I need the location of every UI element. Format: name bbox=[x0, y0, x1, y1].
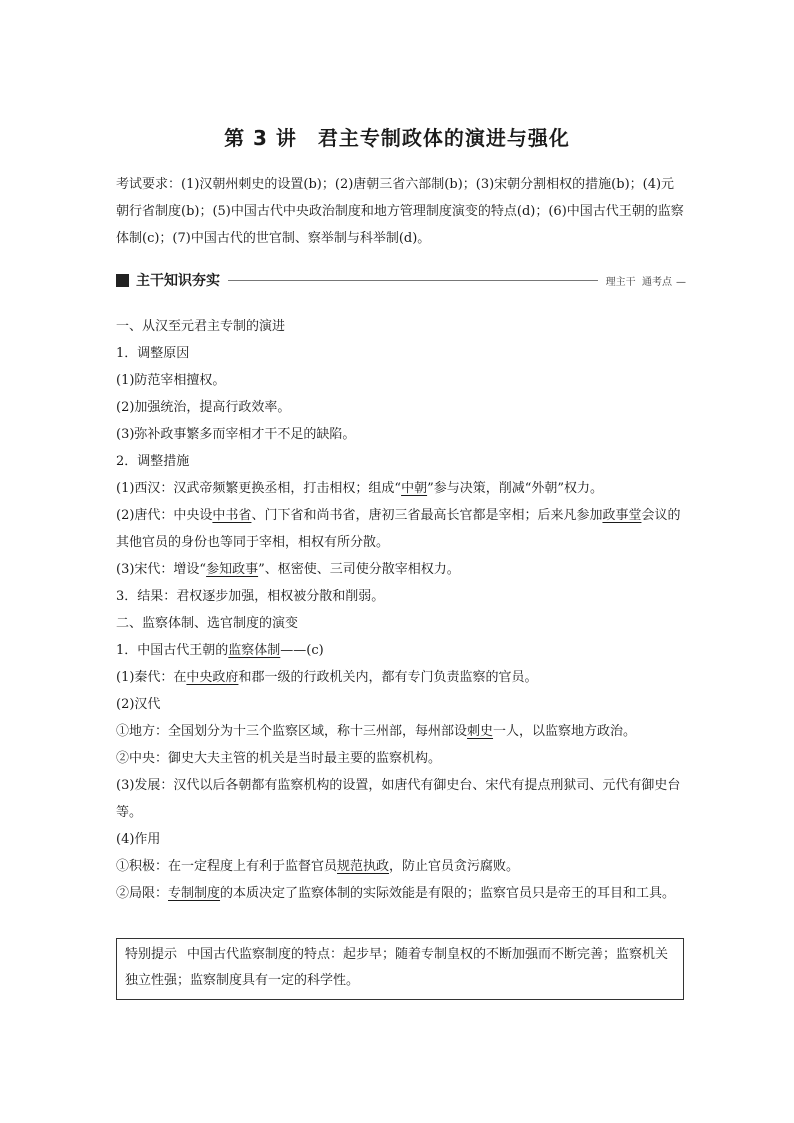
section-divider bbox=[228, 280, 598, 281]
underlined-term: 刺史 bbox=[467, 724, 494, 739]
section-title: 主干知识夯实 bbox=[136, 273, 220, 289]
heading-2: 二、监察体制、选官制度的演变 bbox=[116, 616, 299, 631]
main-content bbox=[116, 313, 686, 907]
text-span: (1)秦代：在 bbox=[116, 670, 187, 685]
list-item bbox=[116, 475, 686, 502]
text-span: (1)西汉：汉武帝频繁更换丞相，打击相权；组成“ bbox=[116, 481, 402, 496]
text-span: 1．中国古代王朝的 bbox=[116, 643, 229, 658]
text-span: ”、枢密使、三司使分散宰相权力。 bbox=[258, 562, 460, 577]
list-item: (3)弥补政事繁多而宰相才干不足的缺陷。 bbox=[116, 427, 356, 442]
note-label: 特别提示 bbox=[125, 947, 178, 962]
list-item bbox=[116, 718, 686, 745]
text-span: ——(c) bbox=[280, 643, 324, 658]
subheading: 2．调整措施 bbox=[116, 454, 190, 469]
section-header bbox=[116, 270, 686, 290]
text-span: 会议的其他官员的身份也等同于宰相，相权有所分散。 bbox=[116, 508, 681, 550]
list-item: (3)发展：汉代以后各朝都有监察机构的设置，如唐代有御史台、宋代有提点刑狱司、元代有御史台等。 bbox=[116, 778, 681, 820]
list-item bbox=[116, 853, 686, 880]
subheading: 1．调整原因 bbox=[116, 346, 190, 361]
text-span: ②局限： bbox=[116, 886, 169, 901]
text-span: 、门下省和尚书省，唐初三省最高长官都是宰相；后来凡参加 bbox=[251, 508, 603, 523]
special-note-box bbox=[116, 938, 684, 1000]
list-item: (2)汉代 bbox=[116, 697, 161, 712]
square-bullet-icon bbox=[116, 274, 129, 287]
list-item bbox=[116, 502, 686, 556]
underlined-term: 规范执政 bbox=[337, 859, 390, 874]
subheading: 3．结果：君权逐步加强，相权被分散和削弱。 bbox=[116, 589, 385, 604]
text-span: (2)唐代：中央设 bbox=[116, 508, 213, 523]
list-item bbox=[116, 880, 686, 907]
list-item bbox=[116, 556, 686, 583]
list-item: (2)加强统治，提高行政效率。 bbox=[116, 400, 291, 415]
text-span: 和郡一级的行政机关内，都有专门负责监察的官员。 bbox=[238, 670, 538, 685]
text-span: ”参与决策，削减“外朝”权力。 bbox=[427, 481, 604, 496]
page-title: 第 3 讲 君主专制政体的演进与强化 bbox=[224, 126, 570, 150]
heading-1: 一、从汉至元君主专制的演进 bbox=[116, 319, 286, 334]
underlined-term: 监察体制 bbox=[228, 643, 281, 658]
underlined-term: 中央政府 bbox=[186, 670, 239, 685]
section-dash: — bbox=[676, 276, 686, 288]
list-item bbox=[116, 664, 686, 691]
underlined-term: 中书省 bbox=[212, 508, 252, 523]
list-item: (1)防范宰相擅权。 bbox=[116, 373, 226, 388]
note-text: 中国古代监察制度的特点：起步早；随着专制皇权的不断加强而不断完善；监察机关独立性强；监察制度具有一定的科学性。 bbox=[125, 947, 669, 988]
special-note bbox=[125, 942, 675, 994]
underlined-term: 专制制度 bbox=[168, 886, 221, 901]
underlined-term: 参知政事 bbox=[206, 562, 259, 577]
text-span: ①地方：全国划分为十三个监察区域，称十三州部，每州部设 bbox=[116, 724, 468, 739]
subheading bbox=[116, 637, 686, 664]
underlined-term: 政事堂 bbox=[602, 508, 642, 523]
underlined-term: 中朝 bbox=[401, 481, 428, 496]
text-span: (3)宋代：增设“ bbox=[116, 562, 207, 577]
section-subtitle bbox=[606, 273, 686, 288]
list-item: ②中央：御史大夫主管的机关是当时最主要的监察机构。 bbox=[116, 751, 442, 766]
list-item: (4)作用 bbox=[116, 832, 161, 847]
text-span: 的本质决定了监察体制的实际效能是有限的；监察官员只是帝王的耳目和工具。 bbox=[220, 886, 676, 901]
exam-requirements: 考试要求：(1)汉朝州刺史的设置(b)；(2)唐朝三省六部制(b)；(3)宋朝分割相权的措施(b)；(4)元朝行省制度(b)；(5)中国古代中央政治制度和地方管理制度演变的特点(d)；(6)中国古代王朝的监察体制(c)；(7)中国古代的世官制、察举制与科举制(d)。 bbox=[116, 177, 684, 246]
text-span: ，防止官员贪污腐败。 bbox=[389, 859, 520, 874]
section-subtitle-b: 通考点 bbox=[642, 276, 672, 288]
text-span: ①积极：在一定程度上有利于监督官员 bbox=[116, 859, 338, 874]
section-subtitle-a: 理主干 bbox=[605, 276, 636, 288]
text-span: 一人，以监察地方政治。 bbox=[493, 724, 637, 739]
